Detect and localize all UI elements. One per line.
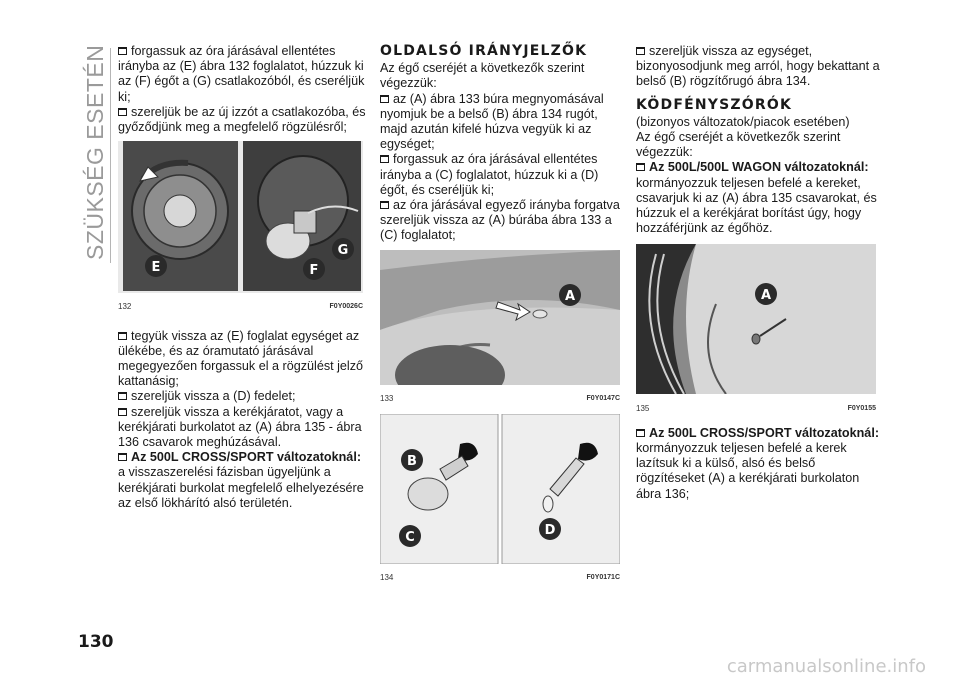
figure-caption	[380, 389, 620, 406]
figure-number: 132	[118, 302, 132, 312]
paragraph: Az égő cseréjét a következők szerint végezzük:	[636, 130, 841, 160]
page-number: 130	[78, 632, 114, 652]
section-heading: OLDALSÓ IRÁNYJELZŐK	[380, 43, 588, 59]
figure-135	[636, 244, 876, 415]
paragraph: (bizonyos változatok/piacok esetében)	[636, 114, 850, 129]
figure-133-image	[380, 250, 620, 385]
bullet-icon	[118, 392, 127, 400]
figure-label: F	[309, 263, 319, 279]
figure-134-image	[380, 414, 620, 564]
figure-134	[380, 414, 620, 585]
bullet-icon	[118, 332, 127, 340]
paragraph: forgassuk az óra járásával ellentétes irányba az (E) ábra 132 foglalatot, húzzuk ki az (F) égőt a (G) csatlakozóból, és cseréljük ki;	[118, 44, 365, 104]
paragraph: szereljük vissza az egységet, bizonyosodjunk meg arról, hogy bekattant a belső (B) rögzítőrugó ábra 134.	[636, 44, 880, 89]
figure-number: 134	[380, 573, 394, 583]
paragraph: Az 500L CROSS/SPORT változatoknál: a visszaszerelési fázisban ügyeljünk a kerékjárati burkolat megfelelő elhelyezésére az első lökhárító alsó területén.	[118, 450, 364, 510]
paragraph: tegyük vissza az (E) foglalat egységet az ülékébe, és az óramutató járásával megegyezően forgassuk el a rögzülést jelző kattanásig;	[118, 328, 364, 389]
paragraph: szereljük be az új izzót a csatlakozóba, és győződjünk meg a megfelelő rögzülésről;	[118, 104, 366, 135]
figure-133	[380, 250, 620, 406]
figure-label: C	[405, 530, 415, 546]
bullet-icon	[118, 453, 127, 461]
figure-135-image	[636, 244, 876, 394]
watermark: carmanualsonline.info	[726, 656, 926, 677]
bullet-icon	[636, 163, 645, 171]
bullet-icon	[118, 108, 127, 116]
figure-caption	[380, 568, 620, 585]
figure-caption	[118, 297, 363, 314]
paragraph: Az 500L CROSS/SPORT változatoknál: kormányozzuk teljesen befelé a kerek lazítsuk ki a külső, alsó és belső rögzítéseket (A) a kerékjárati burkolaton ábra 136;	[636, 425, 880, 501]
bullet-icon	[380, 201, 389, 209]
figure-code: F0Y0155	[847, 404, 876, 412]
figure-label: B	[407, 454, 417, 470]
figure-label: G	[337, 243, 349, 259]
column-2	[380, 44, 622, 585]
bullet-icon	[636, 429, 645, 437]
figure-code: F0Y0171C	[586, 574, 620, 582]
bullet-icon	[118, 47, 127, 55]
figure-label: E	[151, 260, 161, 276]
paragraph: forgassuk az óra járásával ellentétes irányba a (C) foglalatot, húzzuk ki a (D) égőt, és cseréljük ki;	[380, 152, 599, 197]
figure-132	[118, 141, 363, 314]
paragraph: szereljük vissza a kerékjáratot, vagy a kerékjárati burkolatot az (A) ábra 135 - ábra 136 csavarok meghúzásával.	[118, 404, 362, 450]
figure-label: D	[544, 523, 556, 539]
figure-number: 135	[636, 403, 650, 413]
section-heading: KÖDFÉNYSZÓRÓK	[636, 96, 792, 113]
paragraph: Az 500L/500L WAGON változatoknál: kormányozzuk teljesen befelé a kereket, csavarjuk ki az (A) ábra 135 csavarokat, és húzzuk el a kerékjárat borítást úgy, hogy hozzáférjünk az égőhöz.	[636, 160, 877, 236]
paragraph: az (A) ábra 133 búra megnyomásával nyomjuk be a belső (B) ábra 134 rugót, majd azután kifelé húzva vegyük ki az egységet;	[380, 91, 604, 152]
figure-label: A	[760, 288, 772, 304]
figure-number: 133	[380, 393, 394, 403]
section-divider	[110, 48, 111, 263]
figure-caption	[636, 399, 876, 416]
paragraph: Az égő cseréjét a következők szerint végezzük:	[380, 61, 585, 91]
bullet-icon	[380, 95, 389, 103]
figure-132-image	[118, 141, 363, 293]
bullet-icon	[380, 155, 389, 163]
figure-code: F0Y0026C	[329, 303, 363, 311]
figure-label: A	[564, 288, 576, 304]
figure-code: F0Y0147C	[586, 394, 620, 402]
paragraph: az óra járásával egyező irányba forgatva szereljük vissza az (A) búrába ábra 133 a (C) foglalatot;	[380, 198, 620, 243]
column-3	[636, 44, 880, 502]
column-1	[118, 44, 366, 511]
bullet-icon	[118, 408, 127, 416]
paragraph: szereljük vissza a (D) fedelet;	[118, 389, 366, 404]
bullet-icon	[636, 47, 645, 55]
section-title: SZÜKSÉG ESETÉN	[82, 44, 108, 260]
